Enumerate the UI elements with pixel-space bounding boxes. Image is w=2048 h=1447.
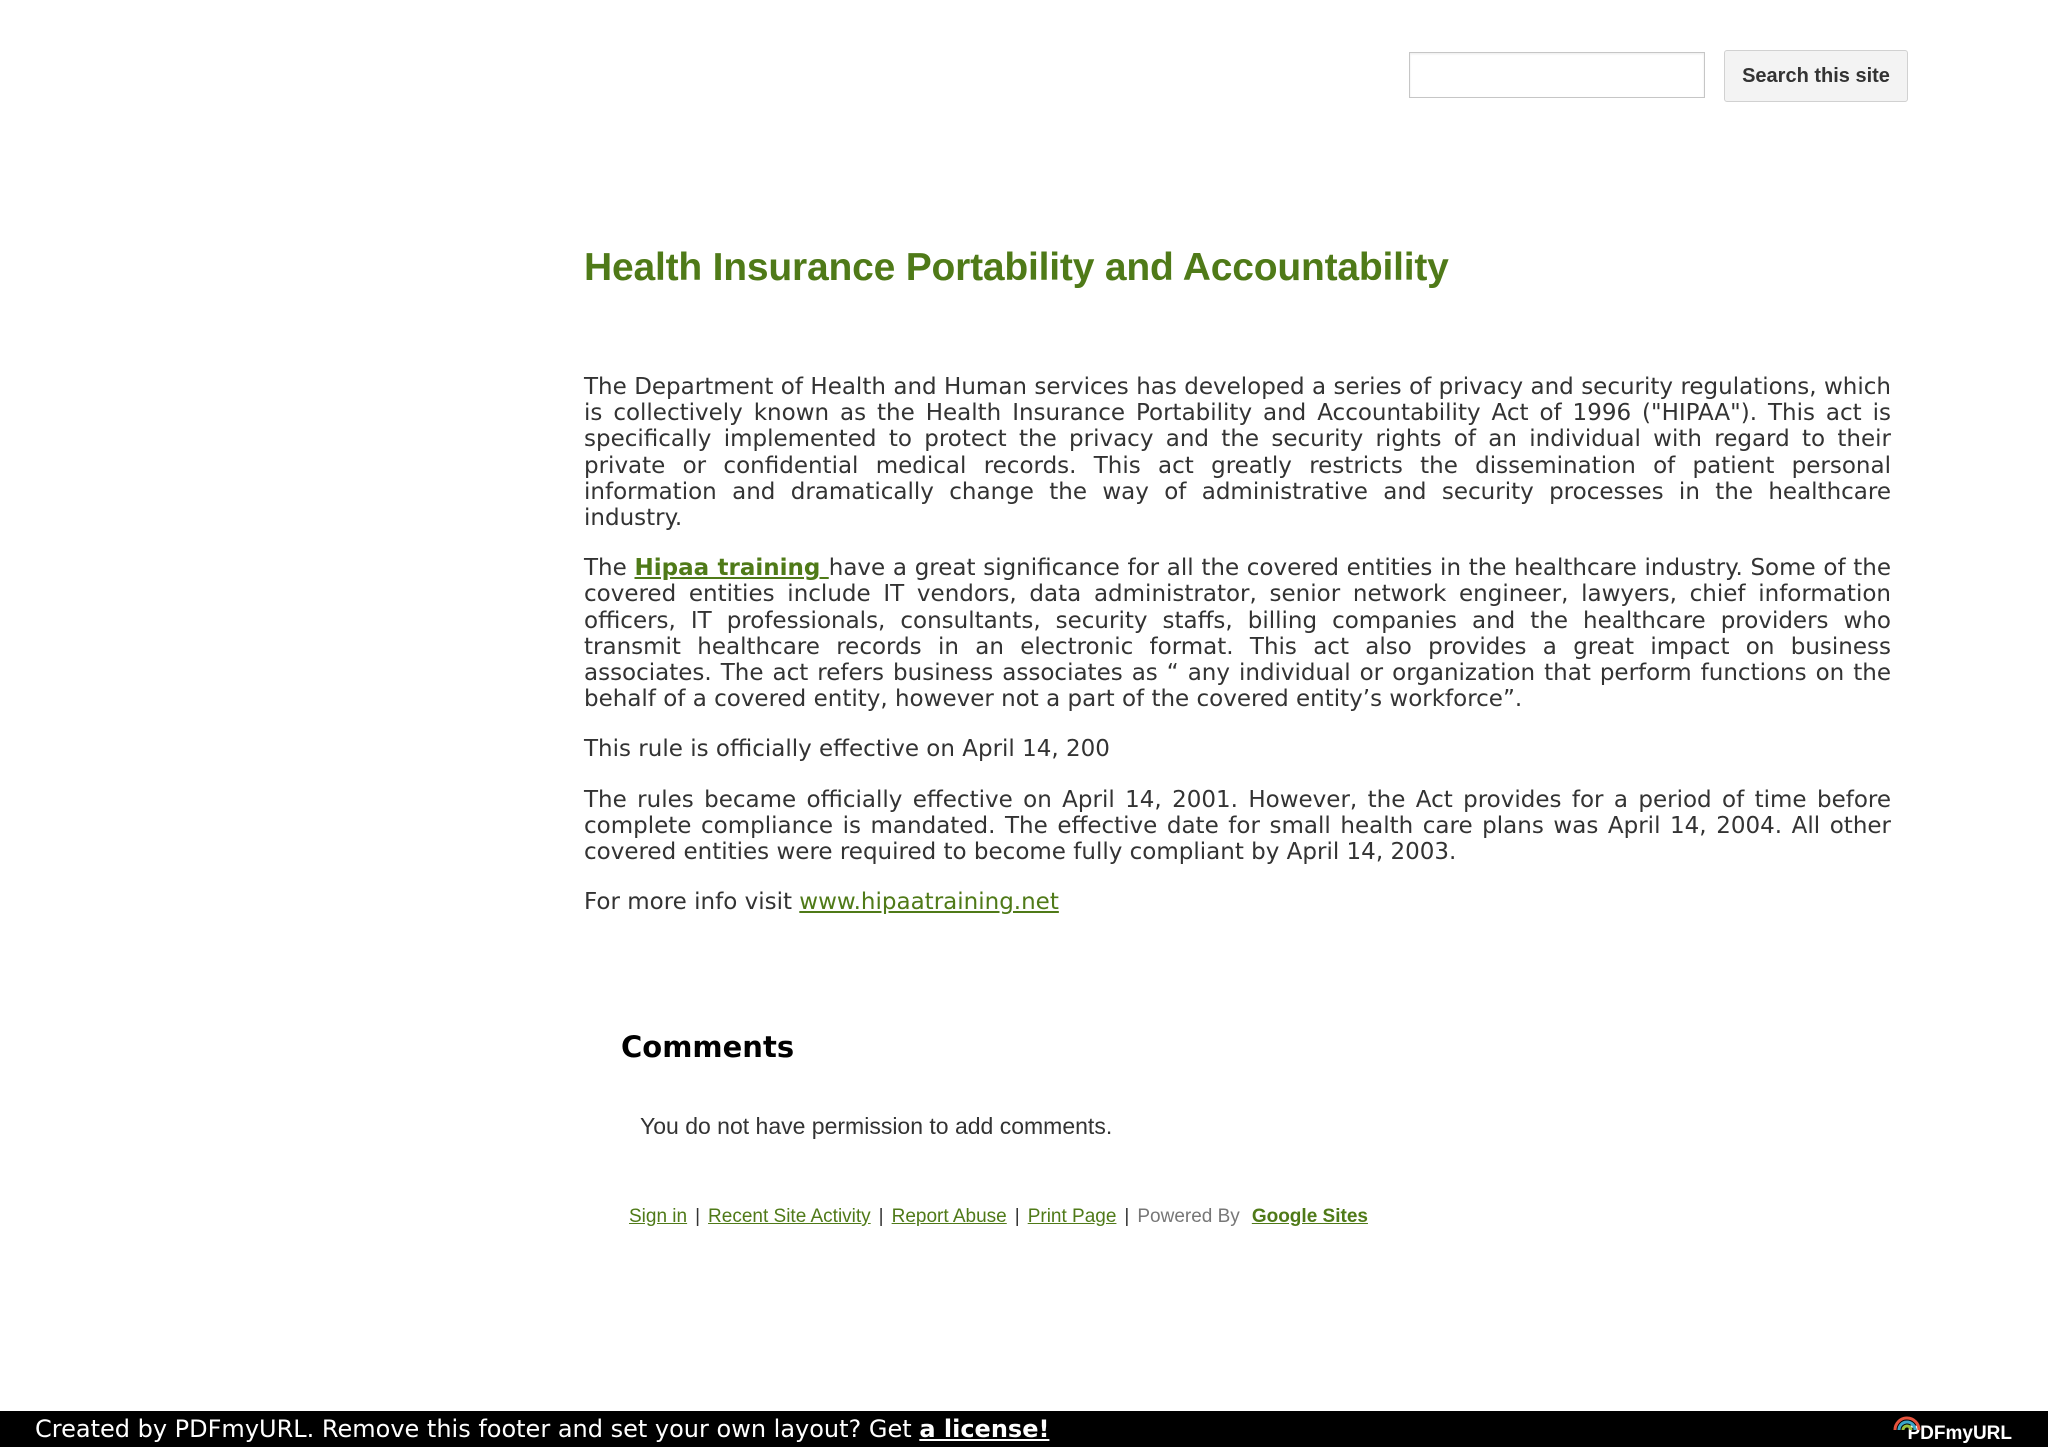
google-sites-link[interactable]: Google Sites [1251, 1206, 1368, 1227]
paragraph-training-pre: The [584, 555, 635, 582]
report-abuse-link[interactable]: Report Abuse [891, 1206, 1007, 1227]
footer-separator: | [878, 1206, 884, 1227]
more-info-text: For more info visit [584, 889, 800, 916]
paragraph-rule: This rule is officially effective on April 14, 200 [584, 736, 1110, 763]
paragraph-training-post: have a great significance for all the covered entities in the healthcare industry. Some of the covered entities include IT vendors, data administrator, senior network engineer, lawyers, chief information officers, IT professionals, consultants, security staffs, billing companies and the healthcare providers who transmit healthcare records in an electronic format. This act also provides a great impact on business associates. The act refers business associates as “ any individual or organization that perform functions on the behalf of a covered entity, however not a part of the covered entity’s workforce”. [584, 555, 1891, 713]
comments-permission-message: You do not have permission to add comments. [640, 1113, 1113, 1139]
search-input[interactable] [1409, 52, 1705, 98]
pdfmyurl-logo-icon [1893, 1415, 1921, 1431]
comments-heading: Comments [621, 1030, 795, 1064]
footer-separator: | [1014, 1206, 1020, 1227]
site-footer [629, 1206, 1368, 1228]
pdf-footer-bar [0, 1411, 2048, 1447]
hipaatraining-link[interactable]: www.hipaatraining.net [799, 889, 1059, 916]
page-content [584, 374, 1891, 939]
search-button[interactable]: Search this site [1724, 50, 1908, 102]
print-page-link[interactable]: Print Page [1027, 1206, 1117, 1227]
paragraph-more-info [584, 889, 1891, 915]
paragraph-intro: The Department of Health and Human services has developed a series of privacy and security regulations, which is collectively known as the Health Insurance Portability and Accountability Act of 1996 ("HIPAA"). This act is specifically implemented to protect the privacy and the security rights of an individual with regard to their private or confidential medical records. This act greatly restricts the dissemination of patient personal information and dramatically change the way of administrative and security processes in the healthcare industry. [584, 374, 1891, 532]
pdfmyurl-logo [1893, 1411, 2012, 1447]
sign-in-link[interactable]: Sign in [629, 1206, 688, 1227]
hipaa-training-link[interactable]: Hipaa training [634, 555, 829, 582]
footer-separator: | [695, 1206, 701, 1227]
paragraph-training [584, 555, 1891, 712]
pdf-footer-text: Created by PDFmyURL. Remove this footer and set your own layout? Get [35, 1415, 920, 1443]
recent-site-activity-link[interactable]: Recent Site Activity [708, 1206, 871, 1227]
paragraph-dates: The rules became officially effective on April 14, 2001. However, the Act provides for a period of time before complete compliance is mandated. The effective date for small health care plans was April 14, 2004. All other covered entities were required to become fully compliant by April 14, 2003. [584, 786, 1891, 866]
powered-by-label: Powered By [1137, 1206, 1240, 1227]
pdfmyurl-logo-text: PDFmyURL [1907, 1423, 2012, 1444]
license-link[interactable]: a license! [919, 1415, 1050, 1443]
footer-separator: | [1124, 1206, 1130, 1227]
page-title: Health Insurance Portability and Accountability [584, 246, 1449, 289]
